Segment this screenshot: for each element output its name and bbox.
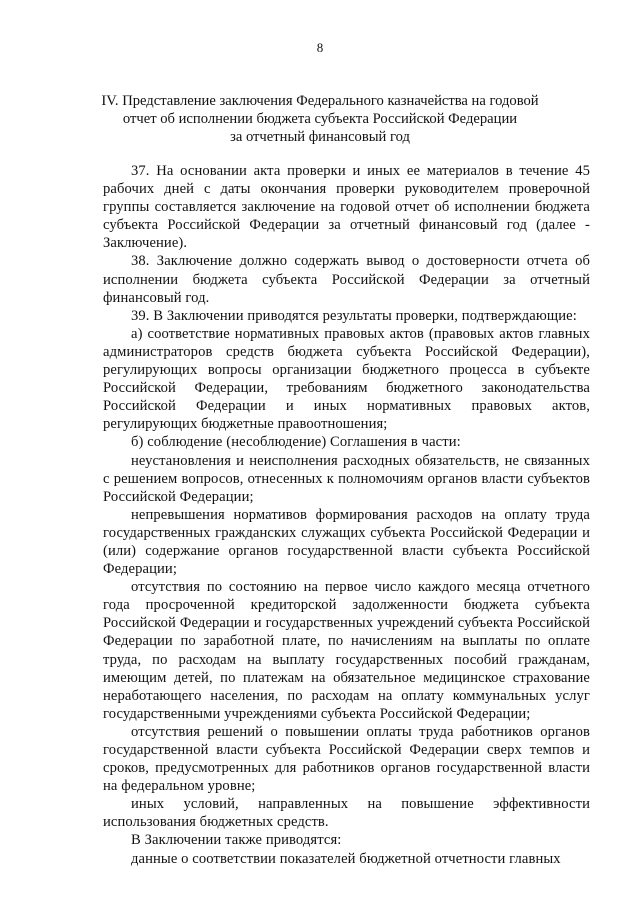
condition-item: отсутствия решений о повышении оплаты труда работников органов государственной власти субъекта Российской Федерации сверх темпов и сроков, предусмотренных для работников органов государственной власти на федеральном уровне; <box>103 723 590 795</box>
section-title-line: отчет об исполнении бюджета субъекта Российской Федерации <box>122 111 518 127</box>
document-body <box>103 162 590 868</box>
paragraph-37: 37. На основании акта проверки и иных ее материалов в течение 45 рабочих дней с даты окончания проверки руководителем проверочной группы составляется заключение на годовой отчет об исполнении бюджета субъекта Российской Федерации за отчетный финансовый год (далее - Заключение). <box>103 163 590 252</box>
condition-item: иных условий, направленных на повышение эффективности использования бюджетных средств. <box>103 796 590 831</box>
paragraph-data-compliance: данные о соответствии показателей бюджетной отчетности главных <box>131 850 561 867</box>
paragraph-39: 39. В Заключении приводятся результаты проверки, подтверждающие: <box>131 307 577 324</box>
paragraph-also-included: В Заключении также приводятся: <box>131 832 342 849</box>
paragraph-38: 38. Заключение должно содержать вывод о достоверности отчета об исполнении бюджета субъекта Российской Федерации за отчетный финансовый год. <box>103 253 590 306</box>
condition-item: отсутствия по состоянию на первое число каждого месяца отчетного года просроченной кредиторской задолженности бюджета субъекта Российской Федерации и государственных учреждений субъекта Российской Федерации по заработной плате, по начислениям на выплаты по оплате труда, по расходам на выплату государственных пособий гражданам, имеющим детей, по платежам на обязательное медицинское страхование неработающего населения, по расходам на оплату коммунальных услуг государственными учреждениями субъекта Российской Федерации; <box>103 579 590 722</box>
section-title <box>100 92 540 146</box>
list-item-b: б) соблюдение (несоблюдение) Соглашения в части: <box>131 434 461 451</box>
section-title-line: IV. Представление заключения Федерального казначейства на годовой <box>101 93 539 109</box>
list-item-a: а) соответствие нормативных правовых актов (правовых актов главных администраторов средств бюджета субъекта Российской Федерации), регулирующих вопросы организации бюджетного процесса в субъекте Российской Федерации, требованиям бюджетного законодательства Российской Федерации и иных нормативных правовых актов, регулирующих бюджетные правоотношения; <box>103 325 590 433</box>
condition-item: непревышения нормативов формирования расходов на оплату труда государственных гражданских служащих субъекта Российской Федерации и (или) содержание органов государственной власти субъекта Российской Федерации; <box>103 506 590 578</box>
section-title-line: за отчетный финансовый год <box>230 129 410 145</box>
condition-item: неустановления и неисполнения расходных обязательств, не связанных с решением вопросов, отнесенных к полномочиям органов власти субъектов Российской Федерации; <box>103 452 590 505</box>
page-number: 8 <box>316 40 324 55</box>
